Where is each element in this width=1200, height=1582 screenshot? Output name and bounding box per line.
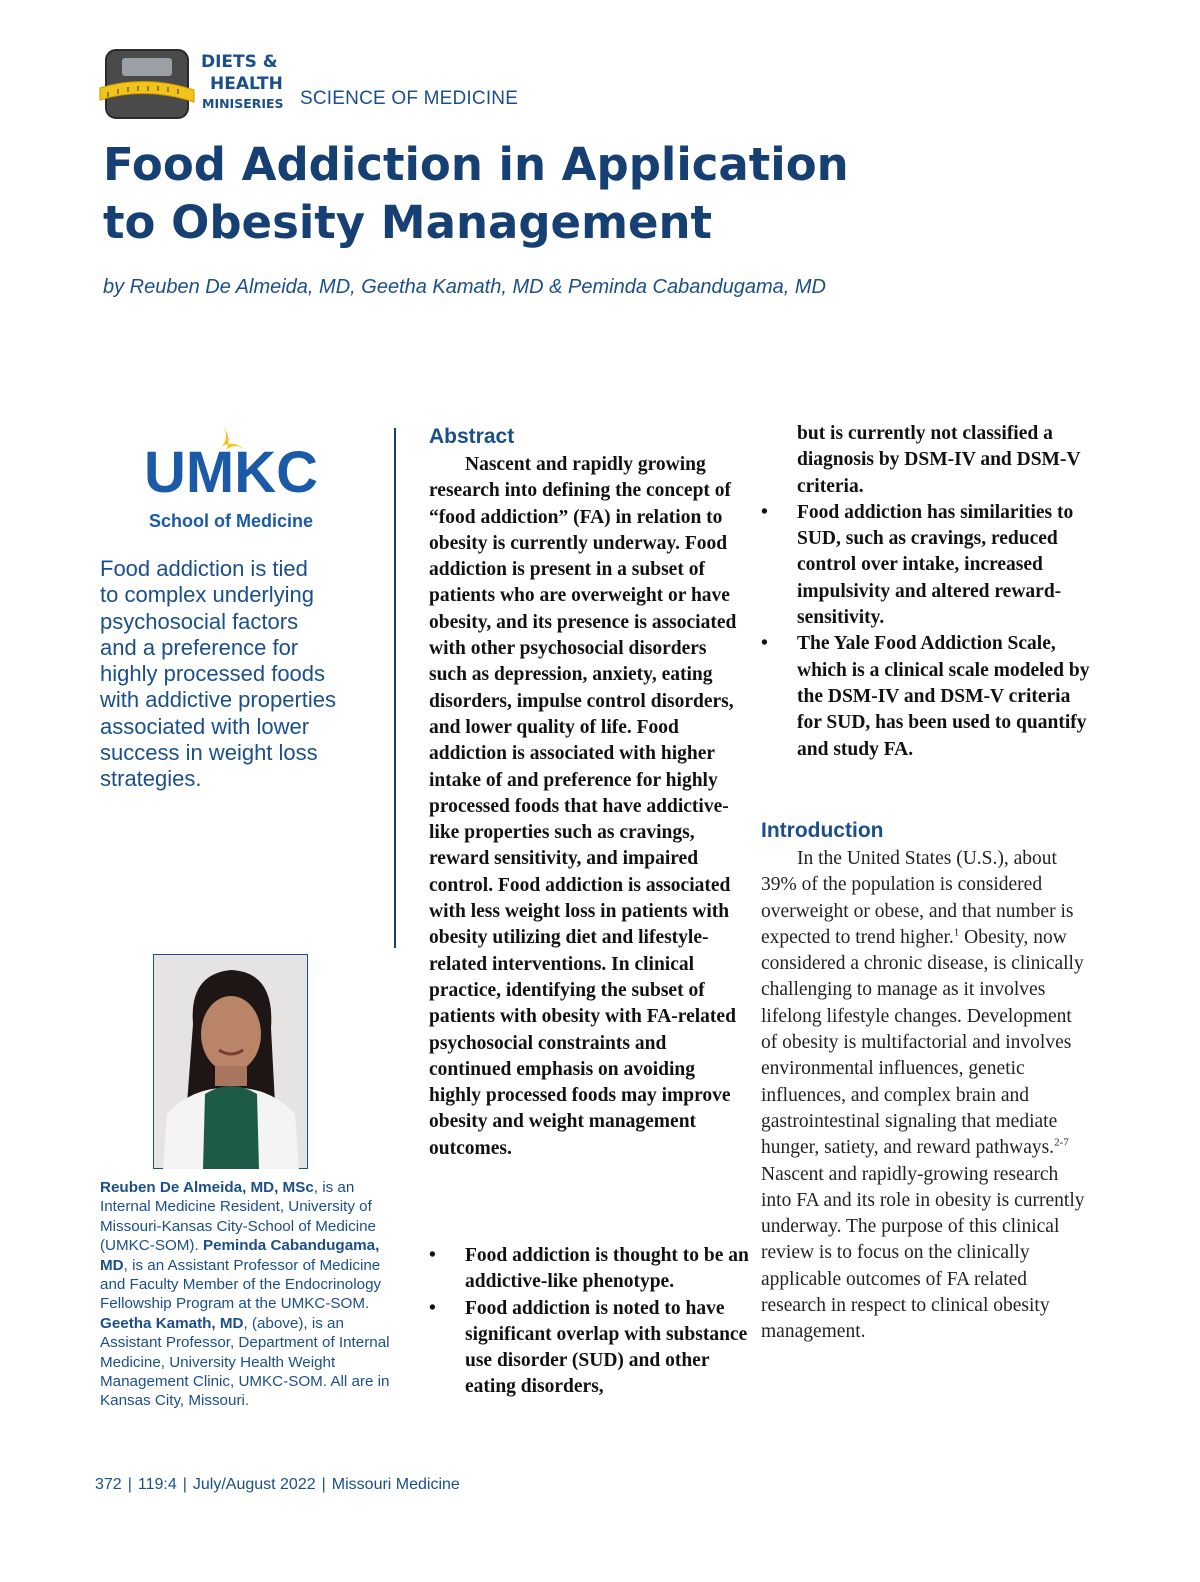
list-item-text: Food addiction has similarities to SUD, such as cravings, reduced control over intake, increased impulsivity and altered reward-sensitivity. [797, 501, 1074, 629]
abstract-heading: Abstract [429, 425, 515, 448]
pull-quote-line: psychosocial factors [100, 608, 299, 634]
bullet-icon: • [761, 633, 768, 655]
list-item [761, 631, 1091, 762]
umkc-wordmark: UMKC [144, 440, 318, 505]
title-line-1: Food Addiction in Application [103, 138, 849, 191]
list-item-continuation: but is currently not classified a diagnosis by DSM-IV and DSM-V criteria. [797, 423, 1081, 497]
list-item-text: Food addiction is thought to be an addictive-like phenotype. [465, 1245, 749, 1293]
pull-quote-line: and a preference for [100, 634, 299, 660]
column-divider [394, 428, 396, 948]
pull-quote-line: success in weight loss [100, 740, 318, 766]
pull-quote [100, 556, 385, 793]
intro-text: In the United States (U.S.), about 39% of the population is considered overweight or obese, and that number is expected to trend higher. [761, 848, 1074, 948]
introduction-body [761, 846, 1086, 1346]
introduction-heading: Introduction [761, 819, 884, 842]
bio-text: , is an Assistant Professor of Medicine and Faculty Member of the Endocrinology Fellowship Program at the UMKC-SOM. [100, 1256, 382, 1313]
pull-quote-line: to complex underlying [100, 582, 315, 608]
pull-quote-line: associated with lower [100, 713, 310, 739]
key-points-continued [761, 421, 1091, 763]
abstract-text: Nascent and rapidly growing research into defining the concept of “food addiction” (FA) in relation to obesity is currently underway. Food addiction is present in a subset of patients who are overweight or have obesity, and its presence is associated with other psychosocial disorders such as depression, anxiety, eating disorders, impulse control disorders, and lower quality of life. Food addiction is associated with higher intake of and preference for highly processed foods that have addictive-like properties such as cravings, reward sensitivity, and impaired control. Food addiction is associated with less weight loss in patients with obesity utilizing diet and lifestyle-related interventions. In clinical practice, identifying the subset of patients with obesity with FA-related psychosocial constraints and continued emphasis on avoiding highly processed foods may improve obesity and weight management outcomes. [429, 454, 737, 1159]
logo-text-line2: HEALTH [210, 74, 283, 94]
section-label: SCIENCE OF MEDICINE [300, 88, 519, 109]
issue-number: 119:4 [137, 1476, 177, 1493]
abstract-body [429, 452, 749, 1162]
logo-text-line1: DIETS & [201, 52, 278, 72]
byline: by Reuben De Almeida, MD, Geetha Kamath, MD & Peminda Cabandugama, MD [103, 276, 826, 298]
bio-text: , (above), is an Assistant Professor, Department of Internal Medicine, University Health Weight Management Clinic, UMKC-SOM. All are in Kansas City, Missouri. [100, 1314, 390, 1410]
logo-text-line3: MINISERIES [202, 96, 284, 111]
key-points-list-2 [761, 500, 1091, 763]
bullet-icon: • [761, 501, 768, 523]
bullet-icon: • [429, 1297, 436, 1319]
umkc-logo [140, 420, 320, 535]
bullet-icon: • [429, 1245, 436, 1266]
citation: 2-7 [1054, 1136, 1069, 1149]
umkc-subtitle: School of Medicine [149, 511, 314, 531]
bio-name: Geetha Kamath, MD [100, 1314, 244, 1332]
author-bios [100, 1178, 405, 1411]
pull-quote-line: with addictive properties [100, 687, 337, 713]
issue-date: July/August 2022 [192, 1476, 316, 1493]
citation: 1 [953, 926, 960, 939]
article-title [103, 136, 1003, 252]
pull-quote-line: strategies. [100, 766, 202, 792]
page-footer [95, 1476, 460, 1494]
bio-name: Reuben De Almeida, MD, MSc [100, 1179, 314, 1196]
pull-quote-line: highly processed foods [100, 661, 326, 687]
title-line-2: to Obesity Management [103, 196, 713, 249]
author-photo [153, 954, 308, 1169]
bio-name: Peminda Cabandugama, MD [100, 1237, 380, 1274]
list-item [761, 500, 1091, 631]
journal-name: Missouri Medicine [331, 1476, 460, 1493]
page-number: 372 [95, 1476, 122, 1493]
intro-text: Obesity, now considered a chronic disease, is clinically challenging to manage as it involves lifelong lifestyle changes. Development of obesity is multifactorial and involves environmental influences, genetic influences, and complex brain and gastrointestinal signaling that mediate hunger, satiety, and reward pathways. [761, 926, 1084, 1159]
list-item-text: Food addiction is noted to have significant overlap with substance use disorder (SUD) and other eating disorders, [465, 1297, 748, 1398]
list-item [429, 1243, 749, 1296]
footer-separator: | [127, 1476, 132, 1493]
bio-text: , is an Internal Medicine Resident, University of Missouri-Kansas City-School of Medicine (UMKC-SOM). [100, 1179, 377, 1255]
footer-separator: | [182, 1476, 187, 1493]
list-item [429, 1296, 749, 1401]
pull-quote-line: Food addiction is tied [100, 556, 308, 581]
diets-health-miniseries-logo [98, 44, 288, 126]
intro-text: Nascent and rapidly-growing research into FA and its role in obesity is currently underway. The purpose of this clinical review is to focus on the clinically applicable outcomes of FA related research in respect to clinical obesity management. [761, 1163, 1085, 1343]
list-item-text: The Yale Food Addiction Scale, which is a clinical scale modeled by the DSM-IV and DSM-V criteria for SUD, has been used to quantify and study FA. [797, 633, 1090, 760]
footer-separator: | [321, 1476, 326, 1493]
key-points-list [429, 1243, 749, 1401]
